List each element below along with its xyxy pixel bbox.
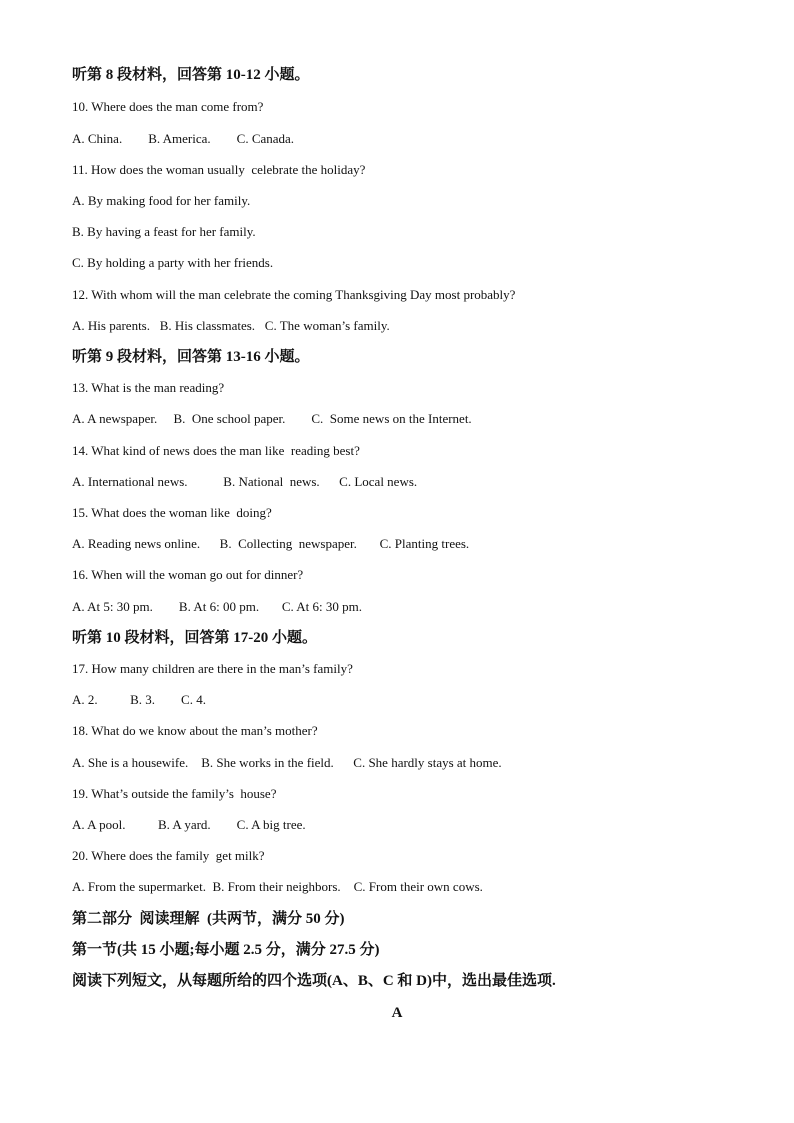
question-text: 15. What does the woman like doing? <box>72 505 272 520</box>
instructions: 阅读下列短文，从每题所给的四个选项(A、B、C 和 D)中，选出最佳选项. <box>72 973 556 989</box>
answer-option: B. By having a feast for her family. <box>72 224 256 239</box>
question-text: 16. When will the woman go out for dinner? <box>72 567 304 582</box>
question-text: 12. With whom will the man celebrate the coming Thanksgiving Day most probably? <box>72 287 516 302</box>
question-text: 11. How does the woman usually celebrate the holiday? <box>72 162 366 177</box>
answer-options: A. At 5: 30 pm. B. At 6: 00 pm. C. At 6: 30 pm. <box>72 599 362 614</box>
question-text: 20. Where does the family get milk? <box>72 848 265 863</box>
section-heading: 听第 10 段材料，回答第 17-20 小题。 <box>72 630 317 646</box>
question-text: 18. What do we know about the man’s mother? <box>72 723 318 738</box>
answer-option: A. By making food for her family. <box>72 193 251 208</box>
passage-label: A <box>391 1005 403 1021</box>
answer-options: A. From the supermarket. B. From their neighbors. C. From their own cows. <box>72 879 483 894</box>
answer-option: C. By holding a party with her friends. <box>72 255 274 270</box>
section-heading: 听第 8 段材料，回答第 10-12 小题。 <box>72 67 310 83</box>
answer-options: A. His parents. B. His classmates. C. The woman’s family. <box>72 318 390 333</box>
section-heading: 听第 9 段材料，回答第 13-16 小题。 <box>72 349 310 365</box>
question-text: 19. What’s outside the family’s house? <box>72 786 277 801</box>
question-text: 14. What kind of news does the man like reading best? <box>72 443 360 458</box>
question-text: 10. Where does the man come from? <box>72 99 264 114</box>
answer-options: A. A pool. B. A yard. C. A big tree. <box>72 817 306 832</box>
answer-options: A. She is a housewife. B. She works in the field. C. She hardly stays at home. <box>72 755 502 770</box>
question-text: 17. How many children are there in the man’s family? <box>72 661 353 676</box>
answer-options: A. International news. B. National news. C. Local news. <box>72 474 418 489</box>
answer-options: A. 2. B. 3. C. 4. <box>72 692 206 707</box>
question-text: 13. What is the man reading? <box>72 380 225 395</box>
answer-options: A. Reading news online. B. Collecting newspaper. C. Planting trees. <box>72 536 470 551</box>
answer-options: A. China. B. America. C. Canada. <box>72 131 295 146</box>
part-heading: 第二部分 阅读理解 (共两节，满分 50 分) <box>72 911 345 927</box>
subsection-heading: 第一节(共 15 小题;每小题 2.5 分，满分 27.5 分) <box>72 942 380 958</box>
answer-options: A. A newspaper. B. One school paper. C. Some news on the Internet. <box>72 411 472 426</box>
